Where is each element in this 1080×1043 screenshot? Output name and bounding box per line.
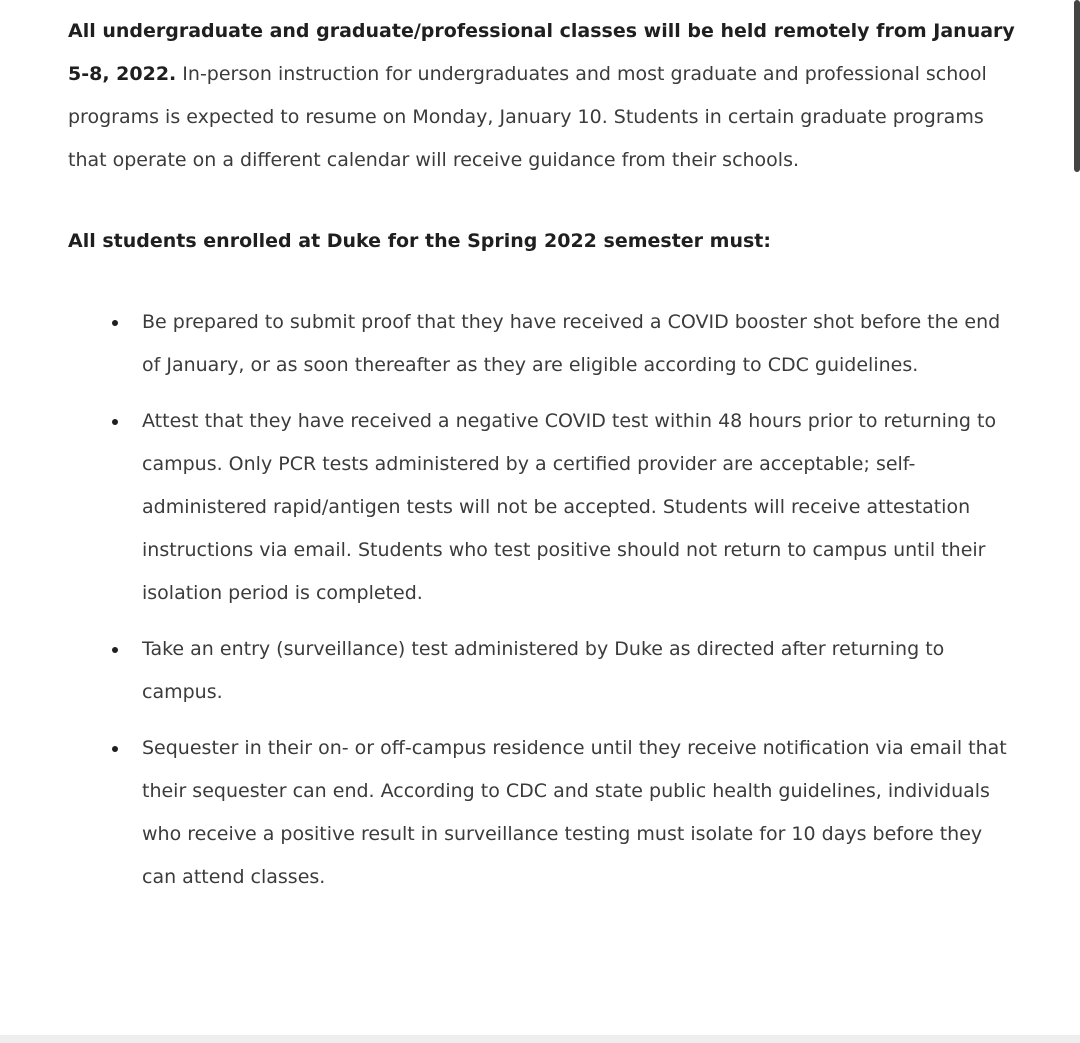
vertical-scrollbar-track[interactable] (1074, 0, 1080, 1043)
list-item-text: Take an entry (surveillance) test administered by Duke as directed after returning to campus. (142, 638, 945, 703)
article-content (68, 10, 1020, 912)
list-item (130, 628, 1020, 714)
list-item (130, 400, 1020, 615)
list-item-text: Sequester in their on- or off-campus residence until they receive notification via email that their sequester can end. According to CDC and state public health guidelines, individuals who receive a positive result in surveillance testing must isolate for 10 days before they can attend classes. (142, 737, 1007, 888)
intro-regular-text: In-person instruction for undergraduates and most graduate and professional school programs is expected to resume on Monday, January 10. Students in certain graduate programs that operate on a different calendar will receive guidance from their schools. (68, 63, 987, 171)
vertical-scrollbar-thumb[interactable] (1074, 0, 1080, 172)
intro-paragraph (68, 10, 1020, 182)
horizontal-scrollbar-track[interactable] (0, 1035, 1080, 1043)
requirements-list (68, 301, 1020, 899)
list-item (130, 727, 1020, 899)
requirements-heading: All students enrolled at Duke for the Spring 2022 semester must: (68, 230, 771, 252)
list-item-text: Be prepared to submit proof that they have received a COVID booster shot before the end of January, or as soon thereafter as they are eligible according to CDC guidelines. (142, 311, 1001, 376)
list-item-text: Attest that they have received a negative COVID test within 48 hours prior to returning to campus. Only PCR tests administered by a certified provider are acceptable; self-administered rapid/antigen tests will not be accepted. Students will receive attestation instructions via email. Students who test positive should not return to campus until their isolation period is completed. (142, 410, 997, 604)
intro-bold-text: All undergraduate and graduate/professional classes will be held remotely from January 5-8, 2022. (68, 20, 1015, 85)
list-item (130, 301, 1020, 387)
